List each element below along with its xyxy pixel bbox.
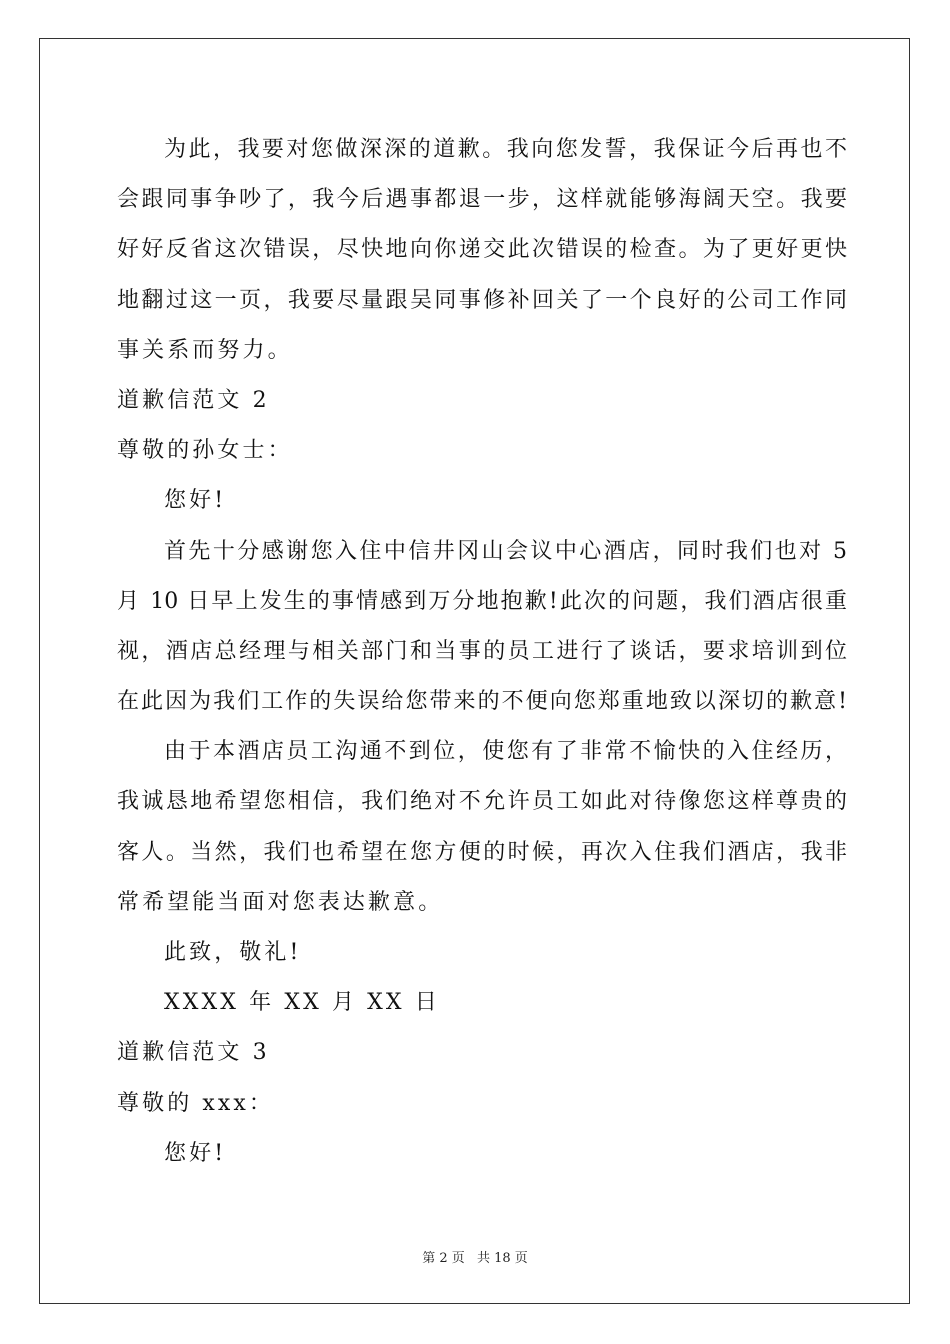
salutation: 尊敬的孙女士： — [117, 438, 293, 464]
page-footer — [0, 1247, 950, 1266]
closing: 此致，敬礼! — [164, 940, 302, 965]
paragraph-line: 我诚恳地希望您相信，我们绝对不允许员工如此对待像您这样尊贵的 — [117, 789, 847, 815]
page-total: 共 18 页 — [476, 1251, 528, 1266]
paragraph-line: 在此因为我们工作的失误给您带来的不便向您郑重地致以深切的歉意! — [117, 689, 847, 715]
page-number: 第 2 页 — [422, 1251, 465, 1266]
section-heading: 道歉信范文 2 — [117, 387, 270, 413]
paragraph-line: 好好反省这次错误，尽快地向你递交此次错误的检查。为了更好更快 — [117, 237, 847, 263]
paragraph-line: 月 10 日早上发生的事情感到万分地抱歉!此次的问题，我们酒店很重 — [117, 588, 847, 614]
greeting: 您好! — [164, 488, 227, 514]
paragraph-line: 由于本酒店员工沟通不到位，使您有了非常不愉快的入住经历， — [164, 739, 847, 765]
paragraph-line: 常希望能当面对您表达歉意。 — [117, 889, 444, 915]
paragraph-line: 会跟同事争吵了，我今后遇事都退一步，这样就能够海阔天空。我要 — [117, 187, 847, 213]
date-line: XXXX 年 XX 月 XX 日 — [164, 990, 440, 1016]
salutation: 尊敬的 xxx： — [117, 1090, 275, 1116]
paragraph-line: 首先十分感谢您入住中信井冈山会议中心酒店，同时我们也对 5 — [164, 538, 847, 564]
paragraph-line: 事关系而努力。 — [117, 337, 293, 363]
paragraph-line: 视，酒店总经理与相关部门和当事的员工进行了谈话，要求培训到位 — [117, 638, 847, 664]
section-heading: 道歉信范文 3 — [117, 1040, 270, 1066]
greeting: 您好! — [164, 1140, 227, 1166]
paragraph-line: 客人。当然，我们也希望在您方便的时候，再次入住我们酒店，我非 — [117, 839, 847, 865]
document-body — [117, 125, 847, 1179]
paragraph-line: 地翻过这一页，我要尽量跟吴同事修补回关了一个良好的公司工作同 — [117, 287, 847, 313]
paragraph-line: 为此，我要对您做深深的道歉。我向您发誓，我保证今后再也不 — [164, 137, 847, 162]
